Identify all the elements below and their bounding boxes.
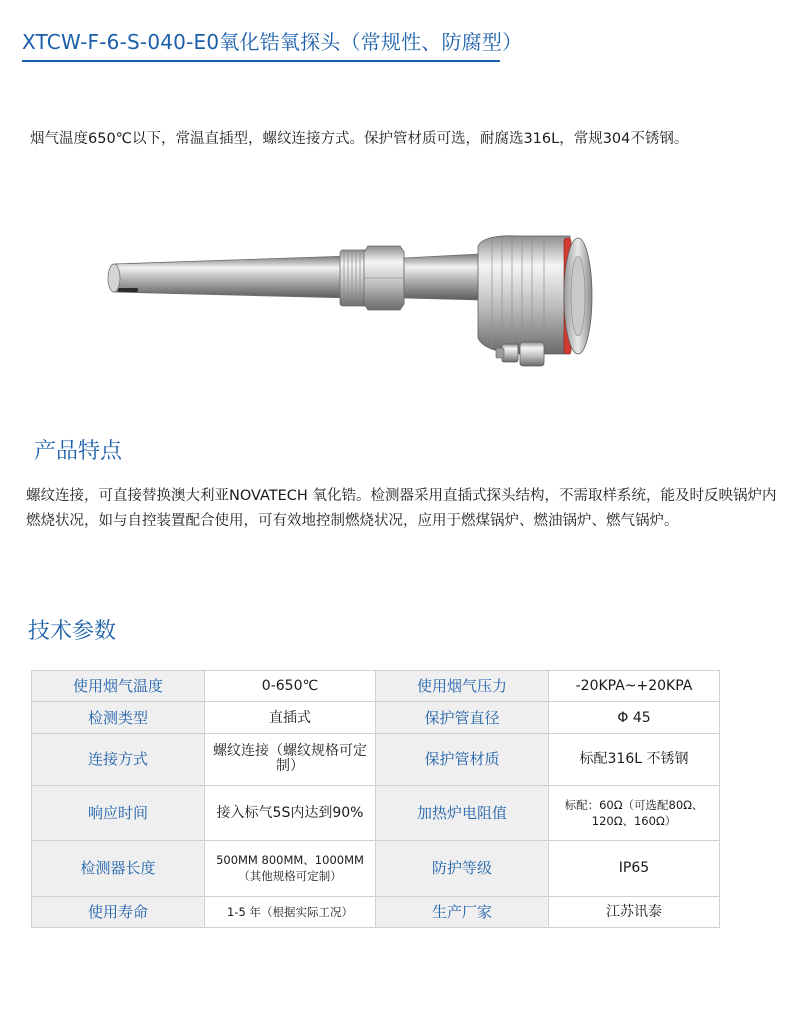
spec-label: 生产厂家 — [376, 896, 549, 927]
spec-label: 使用烟气压力 — [376, 671, 549, 702]
spec-value: 接入标气5S内达到90% — [205, 786, 376, 841]
table-row — [32, 733, 720, 785]
features-text: 螺纹连接，可直接替换澳大利亚NOVATECH 氧化锆。检测器采用直插式探头结构，不需取样系统，能及时反映锅炉内燃烧状况，如与自控装置配合使用，可有效地控制燃烧状况，应用于燃煤锅炉、燃油锅炉、燃气锅炉。 — [26, 488, 777, 529]
table-row — [32, 896, 720, 927]
spec-label: 加热炉电阻值 — [376, 786, 549, 841]
spec-value: Φ 45 — [549, 702, 720, 733]
spec-value: 直插式 — [205, 702, 376, 733]
spec-value: 江苏讯泰 — [549, 896, 720, 927]
spec-label: 检测器长度 — [32, 841, 205, 896]
title-underline — [22, 60, 500, 62]
spec-label: 响应时间 — [32, 786, 205, 841]
spec-value: 500MM 800MM、1000MM（其他规格可定制） — [205, 841, 376, 896]
spec-value: 标配：60Ω（可选配80Ω、120Ω、160Ω） — [549, 786, 720, 841]
spec-label: 检测类型 — [32, 702, 205, 733]
spec-label: 连接方式 — [32, 733, 205, 785]
spec-label: 保护管材质 — [376, 733, 549, 785]
spec-value: -20KPA~+20KPA — [549, 671, 720, 702]
features-heading: 产品特点 — [34, 439, 123, 464]
spec-label: 使用寿命 — [32, 896, 205, 927]
intro-text: 烟气温度650℃以下，常温直插型，螺纹连接方式。保护管材质可选，耐腐选316L，常规304不锈钢。 — [30, 131, 689, 147]
spec-value: 螺纹连接（螺纹规格可定制） — [205, 733, 376, 785]
spec-value: 1-5 年（根据实际工况） — [205, 896, 376, 927]
spec-label: 保护管直径 — [376, 702, 549, 733]
table-row — [32, 671, 720, 702]
spec-label: 防护等级 — [376, 841, 549, 896]
spec-value: 标配316L 不锈钢 — [549, 733, 720, 785]
spec-table — [31, 670, 720, 928]
spec-value: IP65 — [549, 841, 720, 896]
spec-label: 使用烟气温度 — [32, 671, 205, 702]
spec-value: 0-650℃ — [205, 671, 376, 702]
specs-heading: 技术参数 — [28, 619, 117, 644]
table-row — [32, 786, 720, 841]
table-row — [32, 702, 720, 733]
table-row — [32, 841, 720, 896]
oxygen-probe-image — [100, 226, 600, 376]
page-title: XTCW-F-6-S-040-E0氧化锆氧探头（常规性、防腐型） — [22, 30, 523, 54]
